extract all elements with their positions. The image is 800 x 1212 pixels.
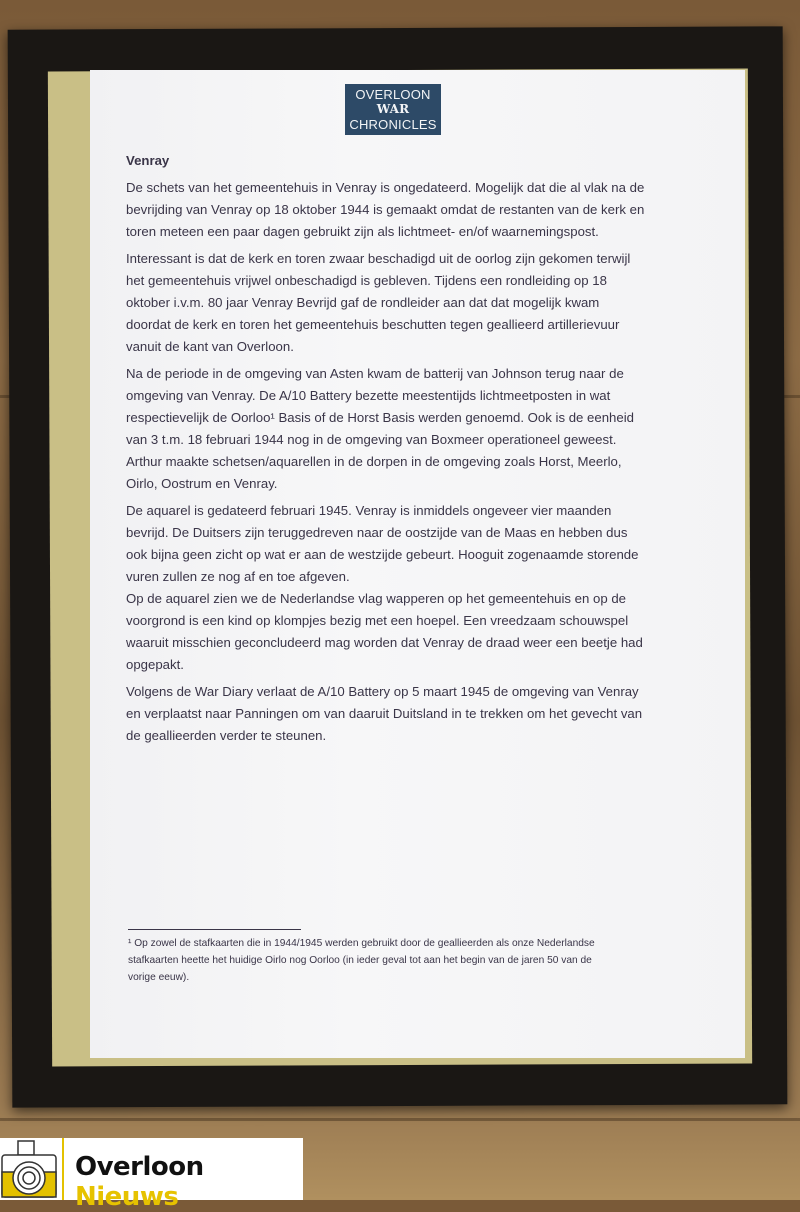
text-line: oktober i.v.m. 80 jaar Venray Bevrijd gaf de rondleider aan dat dat mogelijk kwam (126, 295, 600, 310)
text-line: en verplaatst naar Panningen om van daaruit Duitsland in te trekken om het gevecht van (126, 706, 643, 721)
paragraph (126, 177, 726, 243)
text-line: omgeving van Venray. De A/10 Battery bezette meestentijds lichtmeetposten in wat (126, 388, 611, 403)
logo-line: CHRONICLES (349, 117, 437, 132)
watermark-word-nieuws: Nieuws (75, 1182, 179, 1212)
text-line: voorgrond is een kind op klompjes bezig met een hoepel. Een vreedzaam schouwspel (126, 613, 629, 628)
wood-plank-seam (0, 1118, 800, 1121)
text-line: opgepakt. (126, 657, 184, 672)
text-line: Na de periode in de omgeving van Asten kwam de batterij van Johnson terug naar de (126, 366, 624, 381)
footnote-divider (128, 929, 301, 930)
footnote (128, 935, 595, 986)
text-line: ook bijna geen zicht op wat er aan de westzijde gebeurt. Hooguit zogenaamde storende (126, 547, 639, 562)
text-line: respectievelijk de Oorloo¹ Basis of de Horst Basis werden genoemd. Ook is de eenheid (126, 410, 634, 425)
footnote-line: ¹ Op zowel de stafkaarten die in 1944/1945 werden gebruikt door de geallieerden als onze Nederlandse (128, 938, 595, 949)
text-line: Oirlo, Oostrum en Venray. (126, 476, 278, 491)
text-line: vanuit de kant van Overloon. (126, 339, 294, 354)
footnote-line: vorige eeuw). (128, 972, 190, 983)
paragraphs (126, 177, 726, 747)
text-line: De aquarel is gedateerd februari 1945. Venray is inmiddels ongeveer vier maanden (126, 503, 612, 518)
paragraph (126, 363, 726, 495)
document-body (126, 150, 726, 752)
paragraph (126, 681, 726, 747)
text-line: doordat de kerk en toren het gemeentehuis beschutten tegen geallieerd artillerievuur (126, 317, 620, 332)
text-line: toren meteen een paar dagen gebruikt zijn als lichtmeet- en/of waarnemingspost. (126, 224, 599, 239)
overloon-nieuws-watermark (0, 1138, 303, 1212)
text-line: Arthur maakte schetsen/aquarellen in de dorpen in de omgeving zoals Horst, Meerlo, (126, 454, 622, 469)
camera-icon (0, 1138, 60, 1200)
text-line: Op de aquarel zien we de Nederlandse vlag wapperen op het gemeentehuis en op de (126, 591, 627, 606)
text-line: Volgens de War Diary verlaat de A/10 Battery op 5 maart 1945 de omgeving van Venray (126, 684, 639, 699)
text-line: waaruit misschien geconcludeerd mag worden dat Venray de draad weer een beetje had (126, 635, 643, 650)
text-line: van 3 t.m. 18 februari 1944 nog in de omgeving van Boxmeer operationeel geweest. (126, 432, 617, 447)
text-line: bevrijding van Venray op 18 oktober 1944 is gemaakt omdat de restanten van de kerk en (126, 202, 645, 217)
text-line: De schets van het gemeentehuis in Venray is ongedateerd. Mogelijk dat die al vlak na de (126, 180, 645, 195)
overloon-war-chronicles-logo (345, 84, 441, 135)
footnote-line: stafkaarten heette het huidige Oirlo nog Oorloo (in ieder geval tot aan het begin van de jaren 50 van de (128, 955, 592, 966)
paragraph (126, 248, 726, 358)
text-line: het gemeentehuis vrijwel onbeschadigd is gebleven. Tijdens een rondleiding op 18 (126, 273, 607, 288)
text-line: de geallieerden verder te steunen. (126, 728, 327, 743)
text-line: vuren zullen ze nog af en toe afgeven. (126, 569, 350, 584)
document-title: Venray (126, 153, 170, 168)
logo-line: OVERLOON (355, 87, 431, 102)
paragraph (126, 500, 726, 676)
watermark-word-overloon: Overloon (75, 1152, 204, 1182)
text-line: bevrijd. De Duitsers zijn teruggedreven naar de oostzijde van de Maas en hebben dus (126, 525, 628, 540)
watermark-text (75, 1152, 303, 1212)
text-line: Interessant is dat de kerk en toren zwaar beschadigd uit de oorlog zijn gekomen terwijl (126, 251, 631, 266)
logo-line: WAR (376, 102, 410, 116)
watermark-divider (62, 1138, 64, 1200)
